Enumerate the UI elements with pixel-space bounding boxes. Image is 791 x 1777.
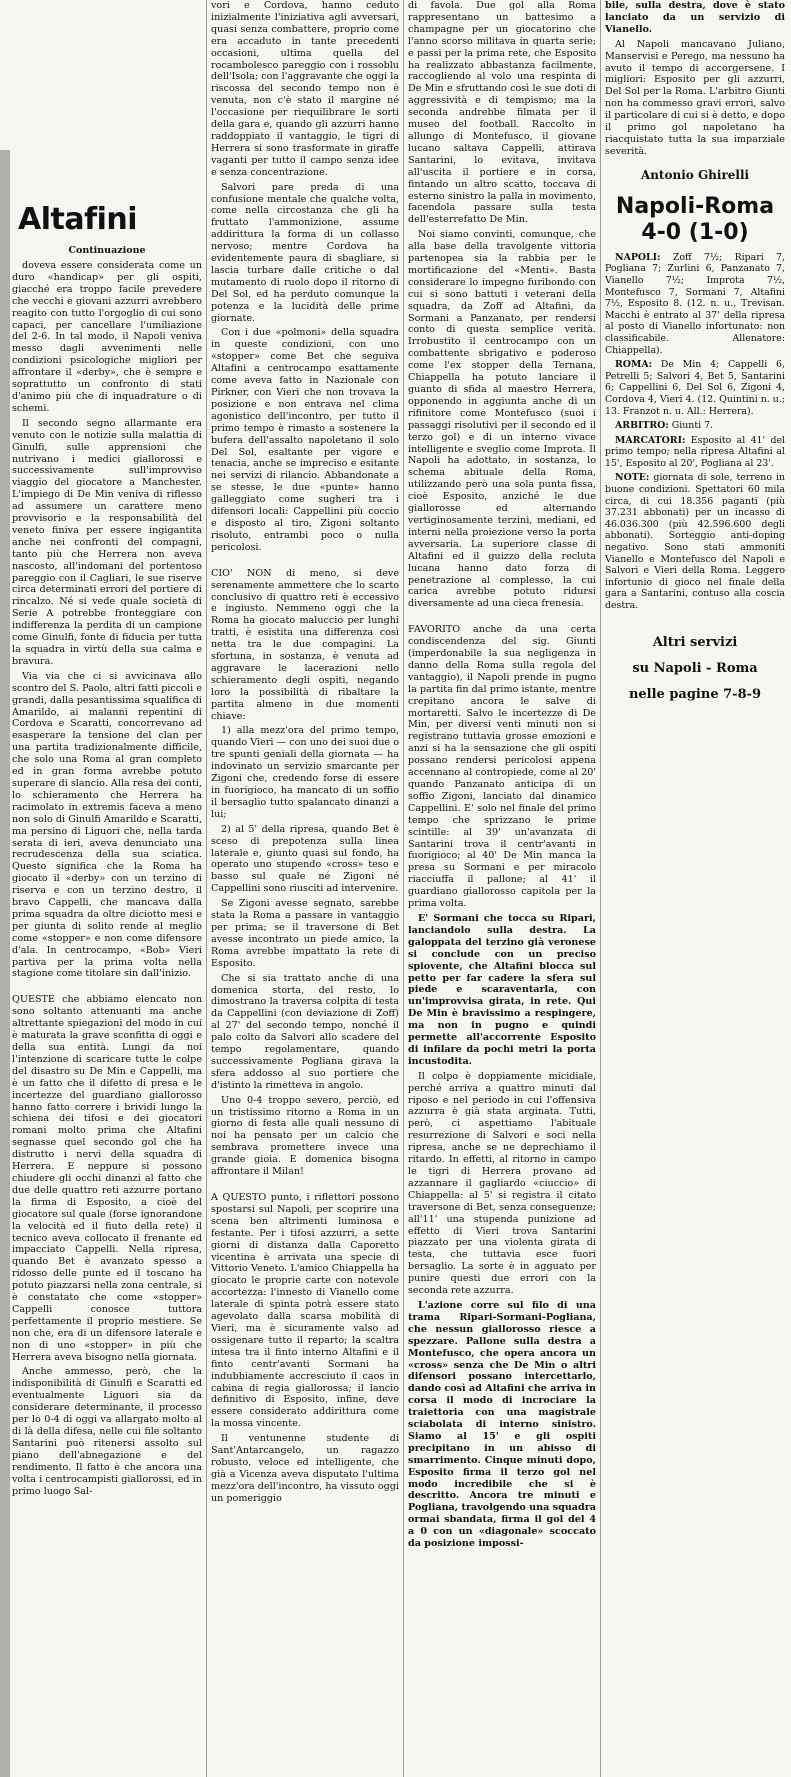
match-score: 4-0 (1-0)	[641, 219, 749, 245]
paragraph: vori e Cordova, hanno ceduto inizialmente l'iniziativa agli avversari, quasi senza combattere, proprio come era accaduto in tante precedenti occasioni, ultima quella del rocambolesco pareggio con i rossoblu dell'Isola; con l'aggravante che oggi la riscossa del secondo tempo non è venuta, non c'è stato il margine né l'occasione per riequilibrare le sorti della gara e, quando gli azzurri hanno raddoppiato il vantaggio, le tigri di Herrera si sono trasformate in giraffe vaganti per tutto il campo senza idee e senza concentrazione.	[211, 0, 399, 178]
lineup-napoli	[605, 252, 785, 356]
column-rule	[403, 0, 404, 1777]
paragraph: Salvori pare preda di una confusione mentale che qualche volta, come nella circostanza che gli ha fruttato l'ammonizione, assume addirittura la forma di un collasso nervoso; mentre Cordova ha evidentemente paura di sbagliare, si lascia turbare dalle critiche o dal mutamento di ruolo dopo il ritorno di Del Sol, ed ha perduto comunque la potenza e la lucidità delle prime giornate.	[211, 181, 399, 324]
paragraph: Il secondo segno allarmante era venuto con le notizie sulla malattia di Ginulfi, sulle apprensioni che nutrivano i medici giallorossi e successivamente sull'improvviso viaggio del giocatore a Manchester. L'impiego di De Min veniva di riflesso ad assumere un carattere meno provvisorio e la responsabilità del veneto finiva per essere ingigantita anche nei confronti del compagni, tanto più che Herrera non aveva nascosto, all'indomani del portentoso pareggio con il Cagliari, le sue riserve circa determinati errori del portiere di rincalzo. Né si vede quale società di Serie A potrebbe fronteggiare con indifferenza la perdita di un campione come Ginulfi, fonte di fiducia per tutta la squadra in virtù della sua calma e bravura.	[12, 417, 202, 667]
paragraph-dropcap: QUESTE che abbiamo elencato non sono soltanto attenuanti ma anche altrettante spiegazioni del modo in cui è maturata la grave sconfitta di oggi e della sua entità. Lungi da noi l'intenzione di scaricare tutte le colpe del disastro su De Min e Cappelli, ma è un fatto che il difetto di presa e le incertezze del guardiano giallorosso hanno fatto correre i brividi lungo la schiena dei tifosi e dei giocatori romani molto prima che Altafini segnasse quel secondo gol che ha distrutto i nervi della squadra di Herrera. E neppure si possono chiudere gli occhi dinanzi al fatto che due delle quattro reti azzurre portano la firma di Esposito, a cioè del giocatore sul quale (forse ignorandone la velocità ed il fiuto della rete) il tecnico aveva collocato il frenante ed impacciato Cappelli. Nella ripresa, quando Bet è avanzato spesso a ridosso delle punte ed il toscano ha potuto piazzarsi nella zona centrale, si è constatato che come «stopper» Cappelli conosce tuttora perfettamente il proprio mestiere. Se non che, era di un difensore laterale e non di uno «stopper» in più che Herrera aveva bisogno nella giornata.	[12, 994, 202, 1363]
paragraph: 2) al 5' della ripresa, quando Bet è sceso di prepotenza sulla linea laterale e, giunto quasi sul fondo, ha operato uno stupendo «cross» teso e basso sul quale né Zigoni né Cappellini sono riusciti ad intervenire.	[211, 823, 399, 895]
paragraph-dropcap: CIO' NON di meno, si deve serenamente ammettere che lo scarto conclusivo di quattro reti è eccessivo e ingiusto. Nemmeno oggi che la Roma ha giocato maluccio per lunghi tratti, è esistita una differenza così netta tra le due compagini. La sfortuna, in sostanza, è venuta ad aggravare le lacerazioni nello schieramento degli ospiti, negando loro la possibilità di ribaltare la partita almeno in due momenti chiave:	[211, 567, 399, 722]
label: ROMA:	[615, 359, 653, 371]
author-signature: Antonio Ghirelli	[640, 167, 750, 182]
paragraph: doveva essere considerata come un duro «handicap» per gli ospiti, giacché era troppo facile prevedere che vecchi e giovani azzurri avrebbero reagito con tutto l'orgoglio di cui sono capaci, per cancellare l'umiliazione del 2-6. In tal modo, il Napoli veniva messo dagli avvenimenti nelle condizioni psicologiche migliori per affrontare il «derby», che è sempre e soprattutto un confronto di stati d'animo più che di inquadrature o di schemi.	[12, 260, 202, 414]
paragraph: Via via che ci si avvicinava allo scontro del S. Paolo, altri fatti piccoli e grandi, dalla pesantissima squalifica di Amarildo, ai malanni repentini di Cordova e Scaratti, concorrevano ad esasperare la tensione del clan per una partita tradizionalmente difficile, che solo una Roma al gran completo ed in gran forma avrebbe potuto superare di slancio. Alla resa dei conti, lo schieramento che Herrera ha racimolato in extremis faceva a meno non solo di Ginulfi Amarildo e Scaratti, ma persino di Liguori che, nella tarda serata di ieri, aveva denunciato una recrudescenza della sua sciatica. Questo significa che la Roma ha giocato il «derby» con un terzino di riserva e con un terzino destro, il bravo Cappelli, che mancava dalla prima squadra da oltre diciotto mesi e per giunta di solito rende al meglio come «stopper» e non come difensore d'ala. In centrocampo, «Bob» Vieri partiva per la prima volta nella stagione come titolare sin dall'inizio.	[12, 670, 202, 980]
article-subtitle: Continuazione	[68, 245, 146, 256]
paragraph: 1) alla mezz'ora del primo tempo, quando Vieri — con uno dei suoi due o tre spunti geniali della giornata — ha indovinato un servizio smarcante per Zigoni che, credendo forse di essere in fuorigioco, ha mancato di un soffio il bersaglio tutto spalancato dinanzi a lui;	[211, 725, 399, 820]
paragraph: Se Zigoni avesse segnato, sarebbe stata la Roma a passare in vantaggio per prima; se il traversone di Bet avesse incontrato un piede amico, la Roma avrebbe impattato la rete di Esposito.	[211, 898, 399, 969]
paragraph: Che si sia trattato anche di una domenica storta, del resto, lo dimostrano la traversa colpita di testa da Cappellini (con deviazione di Zoff) al 27' del secondo tempo, nonché il palo colto da Salvori allo scadere del tempo regolamentare, quando successivamente Pogliana girava la sfera addosso al suo portiere che d'istinto la rimetteva in angolo.	[211, 972, 399, 1091]
paragraph: Uno 0-4 troppo severo, perciò, ed un tristissimo ritorno a Roma in un giorno di festa alle quali nessuno di noi ha pensato per un calcio che sembrava promettere invece una grande gioia. E domenica bisogna affrontare il Milan!	[211, 1094, 399, 1178]
match-title: Napoli-Roma	[615, 193, 775, 219]
paragraph: Anche ammesso, però, che la indisponibilità di Ginulfi e Scaratti ed eventualmente Liguori sia da considerare determinante, il processo per lo 0-4 di oggi va allargato molto al di là della difesa, nelle cui file soltanto Santarini può ritenersi assolto sul piano dell'abnegazione e del rendimento. Il fatto è che ancora una volta i centrocampisti giallorossi, ed in primo luogo Sal-	[12, 1366, 202, 1497]
paragraph-dropcap: A QUESTO punto, i riflettori possono spostarsi sul Napoli, per scoprire una scena ben altrimenti luminosa e festante. Per i tifosi azzurri, a sette giorni di distanza dalla Caporetto vicentina è arrivata una specie di Vittorio Veneto. L'amico Chiappella ha giocato le proprie carte con notevole accortezza: l'innesto di Vianello come laterale di spinta potrà essere stato agevolato dalla scarsa mobilità di Vieri, ma è sicuramente valso ad ossigenare tutto il reparto; la scaltra intesa tra il finto interno Altafini e il finto centr'avanti Sormani ha indubbiamente accresciuto il caos in cabina di regia giallorossa; il lancio definitivo di Esposito, infine, deve essere considerato addirittura come la mossa vincente.	[211, 1192, 399, 1430]
column-2	[211, 0, 399, 1777]
referee	[605, 420, 785, 432]
text: Esposito al 41' del primo tempo; nella ripresa Altafini al 15', Esposito al 20', Pogliana al 23'.	[605, 434, 785, 469]
column-3	[408, 0, 596, 1777]
paragraph-bold: L'azione corre sul filo di una trama Ripari-Sormani-Pogliana, che nessun giallorosso riesce a spezzare. Pallone sulla destra a Montefusco, che opera ancora un «cross» senza che De Min o altri difensori possano intercettarlo, dando così ad Altafini che arriva in corsa il modo di incrociare la traiettoria con una magistrale sciabolata di interno sinistro. Siamo al 15' e gli ospiti precipitano in un abisso di smarrimento. Cinque minuti dopo, Esposito firma il terzo gol nel modo incredibile che si è descritto. Ancora tre minuti e Pogliana, travolgendo una squadra ormai sbandata, firma il gol del 4 a 0 con un «diagonale» scoccato da posizione impossi-	[408, 1299, 596, 1550]
text: De Min 4; Cappelli 6, Petrelli 5; Salvori 4, Bet 5, Santarini 6; Cappellini 6, Del Sol 6, Zigoni 4, Cordova 4, Vieri 4. (12. Quintini n. u.; 13. Franzot n. u. All.: Herrera).	[605, 359, 785, 417]
paragraph-bold: bile, sulla destra, dove è stato lanciato da un servizio di Vianello.	[605, 0, 785, 35]
article-title: Altafini	[18, 202, 138, 237]
text: Zoff 7½; Ripari 7, Pogliana 7; Zurlini 6, Panzanato 7, Vianello 7½; Improta 7½, Montefusco 7, Sormani 7, Altafini 7½, Esposito 8. (12. n. u., Trevisan. Macchi è entrato al 37' della ripresa al posto di Vianello infortunato: non classificabile. Allenatore: Chiappella).	[605, 251, 785, 356]
paragraph-dropcap: FAVORITO anche da una certa condiscendenza del sig. Giunti (imperdonabile la sua negligenza in danno della Roma sulla regola del vantaggio), il Napoli prende in pugno la partita fin dal primo istante, mentre crepitano ancora le salve di mortaretti. Salvo le incertezze di De Min, per diversi venti minuti non si registrano tuttavia grosse emozioni e anzi si ha la sensazione che gli ospiti possano rendersi pericolosi appena accennano al contropiede, come al 20' quando Panzanato anticipa di un soffio Zigoni, lanciato dal dinamico Cappellini. E' solo nel finale del primo tempo che sprizzano le prime scintille: al 39' un'avanzata di Santarini trova il centr'avanti in fuorigioco; al 40' De Min manca la presa su Sormani e per miracolo riacciuffa il pallone; al 41' il guardiano giallorosso capitola per la prima volta.	[408, 624, 596, 910]
paragraph: Al Napoli mancavano Juliano, Manservisi e Perego, ma nessuno ha avuto il tempo di accorgersene. I migliori: Esposito per gli azzurri, Del Sol per la Roma. L'arbitro Giunti non ha commesso gravi errori, salvo il particolare di cui si è detto, e dopo il primo gol napoletano ha riacquistato tutta la sua imparziale severità.	[605, 38, 785, 157]
other-services-note	[605, 630, 785, 708]
other-services-line: Altri servizi	[652, 634, 738, 650]
paragraph: Il ventunenne studente di Sant'Antarcangelo, un ragazzo robusto, veloce ed intelligente, che già a Vicenza aveva disputato l'ultima mezz'ora dell'incontro, ha vissuto oggi un pomeriggio	[211, 1433, 399, 1504]
text: Giunti 7.	[671, 420, 714, 432]
column-rule	[206, 0, 207, 1777]
column-4	[605, 0, 785, 1777]
label: NAPOLI:	[615, 251, 661, 263]
paragraph: Il colpo è doppiamente micidiale, perché arriva a quattro minuti dal riposo e nel periodo in cui l'offensiva azzurra è già stata arginata. Tutti, però, ci aspettiamo l'abituale resurrezione di Salvori e soci nella ripresa, anche se ne deprechiamo il ritardo. In effetti, al ritorno in campo le tigri di Herrera provano ad azzannare il gagliardo «ciuccio» di Chiappella: al 5' si registra il citato traversone di Bet, senza conseguenze; all'11' una stupenda punizione ad effetto di Vieri trova Santarini piazzato per una violenta girata di testa, che tuttavia esce fuori bersaglio. La sorte è in agguato per punire questi due errori con la seconda rete azzurra.	[408, 1070, 596, 1297]
scorers	[605, 435, 785, 470]
label: ARBITRO:	[615, 420, 669, 432]
paragraph: Con i due «polmoni» della squadra in queste condizioni, con uno «stopper» come Bet che seguiva Altafini a centrocampo esattamente come aveva fatto in Nazionale con Pirkner, con Vieri che non trovava la posizione e non entrava nel clima agonistico dell'incontro, per tutto il primo tempo è rimasto a sostenere la bufera dell'assalto napoletano il solo Del Sol, esaltante per vigore e tenacia, anche se impreciso e esitante nei servizi di rilancio. Abbandonate a se stesse, le due «punte» hanno galleggiato come sugheri tra i difensori locali: Cappellini più coccio e disposto al tiro, Zigoni soltanto risoluto, entrambi poco o nulla pericolosi.	[211, 327, 399, 553]
lineup-roma	[605, 359, 785, 417]
column-rule	[600, 0, 601, 1777]
page-edge-shadow	[0, 150, 10, 1777]
notes	[605, 472, 785, 611]
other-services-line: su Napoli - Roma	[632, 660, 758, 676]
text: giornata di sole, terreno in buone condizioni. Spettatori 60 mila circa, di cui 18.356 paganti (più 37.231 abbonati) per un incasso di 46.036.300 (più 42.596.600 degli abbonati). Sorteggio anti-doping negativo. Sono stati ammoniti Vianello e Montefusco del Napoli e Salvori e Vieri della Roma. Leggero infortunio di gioco nel finale della gara a Santarini, contuso alla coscia destra.	[605, 472, 785, 611]
paragraph: Noi siamo convinti, comunque, che alla base della travolgente vittoria partenopea sia la rabbia per le mortificazione del «Menti». Basta considerare lo impegno furibondo con cui si sono battuti i veterani della squadra, da Zoff ad Altafini, da Sormani a Panzanato, per rendersi conto di questa semplice verità. Irrobustito il centrocampo con un combattente sbrigativo e poderoso come l'ex stopper della Ternana, Chiappella ha potuto lanciare il guanto di sfida al maestro Herrera, opponendo in aggiunta anche di un rifinitore come Montefusco (suoi i passaggi risolutivi per il secondo ed il terzo gol) e di un interno vivace intelligente e sveglio come Improta. Il Napoli ha adottato, in sostanza, lo schema abituale della Roma, utilizzando però una sola punta fissa, cioè Esposito, anziché le due giallorosse ed alternando vertiginosamente terzini, mediani, ed interni nella proiezione verso la porta avversaria. La superiore classe di Altafini ed il guizzo della recluta lucana hanno dato forza di penetrazione al complesso, la cui carica avrebbe potuto ridursi diversamente ad una cieca frenesia.	[408, 229, 596, 610]
paragraph: di favola. Due gol alla Roma rappresentano un battesimo a champagne per un giocatorino che l'anno scorso militava in quarta serie; e passi per la prima rete, che Esposito ha realizzato abbastanza facilmente, raccogliendo al volo una respinta di De Min e sfruttando così le sue doti di aggressività e di tempismo; ma la seconda andrebbe filmata per il museo del football. Raccolto in allungo di Montefusco, il giovane lucano saltava Cappelli, attirava Santarini, lo evitava, invitava all'uscita il portiere e in corsa, fintando un altro scatto, toccava di esterno sinistro la palla in movimento, facendola passare sulla testa dell'esterrefatto De Min.	[408, 0, 596, 226]
match-report-box	[605, 194, 785, 612]
other-services-line: nelle pagine 7-8-9	[628, 686, 762, 702]
label: NOTE:	[615, 472, 650, 484]
column-1	[12, 0, 202, 1777]
label: MARCATORI:	[615, 434, 686, 446]
paragraph-bold: E' Sormani che tocca su Ripari, lanciandolo sulla destra. La galoppata del terzino già veronese si conclude con un preciso spiovente, che Altafini blocca sul petto per far cadere la sfera sul piede e scaraventarla, con un'improvvisa girata, in rete. Qui De Min è bravissimo a respingere, ma non in pugno e quindi permette all'accorrente Esposito di infilare da pochi metri la porta incustodita.	[408, 912, 596, 1067]
